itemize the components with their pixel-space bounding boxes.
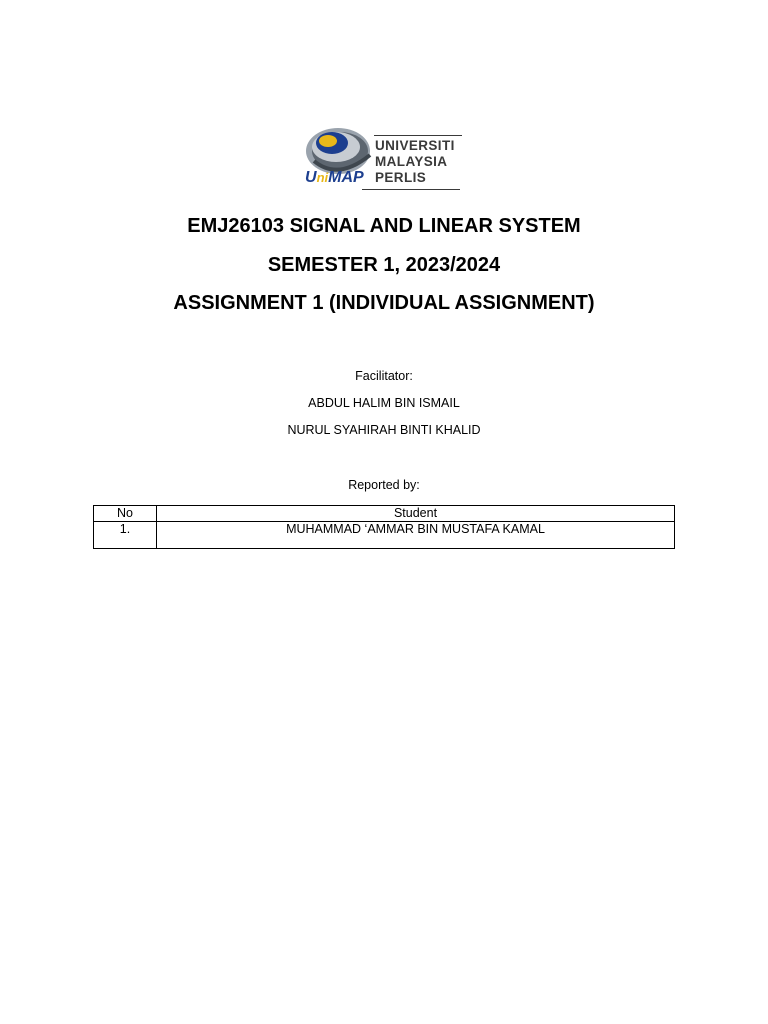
reported-by-label: Reported by: — [348, 478, 420, 492]
student-table — [93, 505, 675, 549]
column-header-student: Student — [157, 506, 675, 522]
logo-rule-top — [374, 135, 462, 136]
assignment-title: ASSIGNMENT 1 (INDIVIDUAL ASSIGNMENT) — [173, 292, 595, 314]
logo-text-universiti: UNIVERSITI — [375, 138, 455, 153]
logo-rule-bottom — [362, 189, 460, 190]
logo-text-perlis: PERLIS — [375, 170, 427, 185]
column-header-no: No — [94, 506, 157, 522]
university-logo — [304, 121, 464, 195]
course-title: EMJ26103 SIGNAL AND LINEAR SYSTEM — [187, 215, 581, 237]
table-header-row — [94, 506, 675, 522]
facilitator-name: ABDUL HALIM BIN ISMAIL — [308, 396, 460, 410]
table-row — [94, 522, 675, 549]
unimap-wordmark: UniMAP — [305, 169, 364, 186]
row-number: 1. — [94, 522, 157, 549]
logo-text-malaysia: MALAYSIA — [375, 154, 448, 169]
semester-title: SEMESTER 1, 2023/2024 — [267, 254, 501, 276]
facilitator-name: NURUL SYAHIRAH BINTI KHALID — [287, 423, 481, 437]
facilitator-label: Facilitator: — [355, 369, 413, 383]
student-name: MUHAMMAD ‘AMMAR BIN MUSTAFA KAMAL — [157, 522, 675, 549]
